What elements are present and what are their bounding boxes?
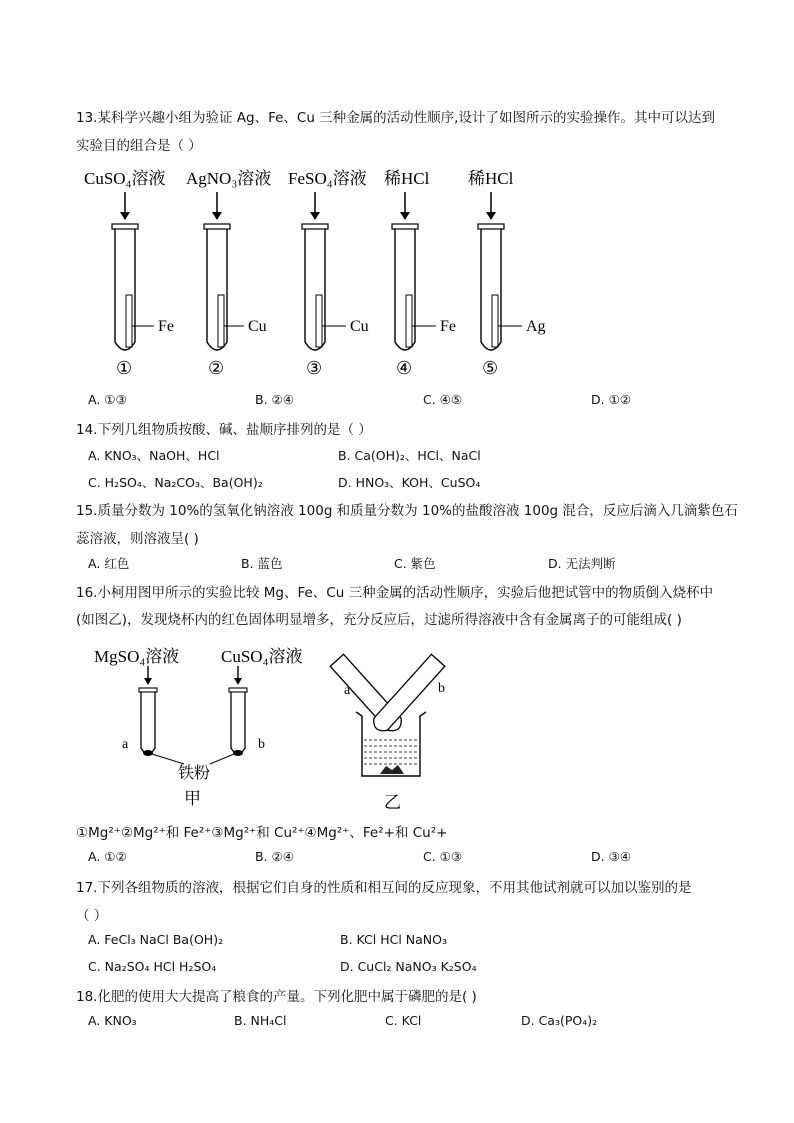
tube-label-b: b <box>258 737 265 752</box>
q16-stem-line2: (如图乙)，发现烧杯内的红色固体明显增多，充分反应后，过滤所得溶液中含有金属离子的可能组成( ) <box>76 612 682 628</box>
metal-label-5: Ag <box>526 318 546 335</box>
test-tubes-figure <box>76 160 576 385</box>
test-tube-3 <box>302 192 369 378</box>
q13-option-c[interactable]: C. ④⑤ <box>423 392 463 407</box>
figure-caption-jia: 甲 <box>184 789 201 808</box>
q16-option-a[interactable]: A. ①② <box>88 849 127 864</box>
q15-option-c[interactable]: C. 紫色 <box>394 556 436 571</box>
tube-number-4: ④ <box>396 358 413 378</box>
q17-option-c[interactable]: C. Na₂SO₄ HCl H₂SO₄ <box>88 959 217 974</box>
q16-option-b[interactable]: B. ②④ <box>255 849 294 864</box>
metal-label-2: Cu <box>248 318 267 335</box>
pour-label-b: b <box>438 681 445 696</box>
tube-number-2: ② <box>208 358 225 378</box>
q15-option-b[interactable]: B. 蓝色 <box>241 556 283 571</box>
reagent-label-3: FeSO₄溶液 <box>288 169 367 188</box>
tube-number-1: ① <box>116 358 133 378</box>
q15-option-a[interactable]: A. 红色 <box>88 556 130 571</box>
test-tube-2 <box>204 192 267 378</box>
q13-option-b[interactable]: B. ②④ <box>255 392 294 407</box>
q14-stem: 14.下列几组物质按酸、碱、盐顺序排列的是（ ） <box>76 422 372 438</box>
q16-option-d[interactable]: D. ③④ <box>591 849 631 864</box>
q17-stem-line1: 17.下列各组物质的溶液，根据它们自身的性质和相互间的反应现象，不用其他试剂就可以加以鉴别的是 <box>76 880 692 896</box>
iron-powder-label: 铁粉 <box>178 765 211 782</box>
q14-option-b[interactable]: B. Ca(OH)₂、HCl、NaCl <box>338 448 481 463</box>
q13-option-d[interactable]: D. ①② <box>591 392 631 407</box>
metal-label-1: Fe <box>158 318 174 335</box>
q15-stem-line1: 15.质量分数为 10%的氢氧化钠溶液 100g 和质量分数为 10%的盐酸溶液 100g 混合，反应后滴入几滴紫色石 <box>76 503 738 519</box>
pouring-tube-b <box>370 654 445 734</box>
reagent-label-2: AgNO₃溶液 <box>186 169 272 188</box>
tube-number-3: ③ <box>306 358 323 378</box>
q15-stem-line2: 蕊溶液，则溶液呈( ) <box>76 531 199 547</box>
pour-label-a: a <box>344 683 351 698</box>
reagent-label-4: 稀HCl <box>384 169 430 188</box>
reagent-label-cuso4: CuSO₄溶液 <box>221 647 303 666</box>
q15-option-d[interactable]: D. 无法判断 <box>548 556 616 571</box>
reagent-label-mgso4: MgSO₄溶液 <box>94 647 180 666</box>
q17-option-a[interactable]: A. FeCl₃ NaCl Ba(OH)₂ <box>88 932 224 947</box>
q13-option-a[interactable]: A. ①③ <box>88 392 127 407</box>
q13-stem-line2: 实验目的组合是（ ） <box>76 138 202 154</box>
q18-option-d[interactable]: D. Ca₃(PO₄)₂ <box>521 1013 598 1028</box>
q14-option-d[interactable]: D. HNO₃、KOH、CuSO₄ <box>338 475 481 490</box>
q17-option-d[interactable]: D. CuCl₂ NaNO₃ K₂SO₄ <box>340 959 477 974</box>
metal-label-3: Cu <box>350 318 369 335</box>
q18-option-b[interactable]: B. NH₄Cl <box>234 1013 287 1028</box>
q13-stem-line1: 13.某科学兴趣小组为验证 Ag、Fe、Cu 三种金属的活动性顺序,设计了如图所示的实验操作。其中可以达到 <box>76 110 715 126</box>
test-tube-1 <box>112 192 174 378</box>
test-tube-4 <box>392 192 456 378</box>
metal-label-4: Fe <box>440 318 456 335</box>
q17-option-b[interactable]: B. KCl HCl NaNO₃ <box>340 932 447 947</box>
q14-option-c[interactable]: C. H₂SO₄、Na₂CO₃、Ba(OH)₂ <box>88 475 263 490</box>
tube-label-a: a <box>122 737 129 752</box>
q14-option-a[interactable]: A. KNO₃、NaOH、HCl <box>88 448 220 463</box>
q16-stem-line1: 16.小柯用图甲所示的实验比较 Mg、Fe、Cu 三种金属的活动性顺序，实验后他把试管中的物质倒入烧杯中 <box>76 585 714 601</box>
reagent-label-5: 稀HCl <box>468 169 514 188</box>
iron-powder-figure <box>86 636 445 816</box>
reagent-label-1: CuSO₄溶液 <box>84 169 166 188</box>
q18-option-a[interactable]: A. KNO₃ <box>88 1013 137 1028</box>
q17-stem-line2: （ ） <box>76 908 108 924</box>
q16-option-c[interactable]: C. ①③ <box>423 849 463 864</box>
q18-option-c[interactable]: C. KCl <box>385 1013 422 1028</box>
q16-ion-combos: ①Mg²⁺②Mg²⁺和 Fe²⁺③Mg²⁺和 Cu²⁺④Mg²⁺、Fe²+和 Cu²+ <box>76 825 448 841</box>
tube-number-5: ⑤ <box>482 358 499 378</box>
test-tube-5 <box>478 192 546 378</box>
figure-caption-yi: 乙 <box>384 793 401 812</box>
q18-stem: 18.化肥的使用大大提高了粮食的产量。下列化肥中属于磷肥的是( ) <box>76 989 477 1005</box>
